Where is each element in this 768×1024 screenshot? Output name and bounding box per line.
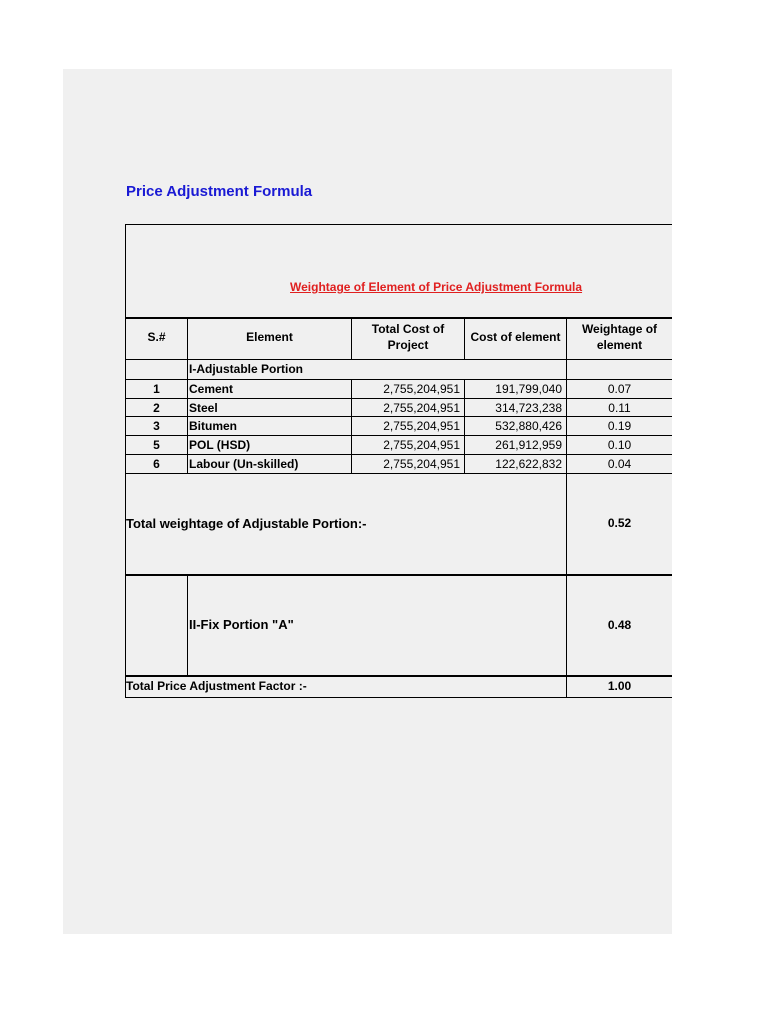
- row-total: 2,755,204,951: [383, 401, 460, 415]
- header-total-cost: Project: [387, 338, 429, 352]
- header-cost-element: Cost of element: [470, 330, 561, 344]
- table-rule: [125, 435, 672, 436]
- table-rule: [125, 398, 672, 399]
- table-subtitle: Weightage of Element of Price Adjustment Formula: [290, 280, 583, 294]
- table-rule: [125, 379, 672, 380]
- section-adjustable-portion: I-Adjustable Portion: [189, 362, 303, 376]
- table-rule: [125, 454, 672, 455]
- row-cost: 122,622,832: [495, 457, 562, 471]
- row-element: POL (HSD): [189, 438, 251, 452]
- table-rule: [125, 317, 672, 319]
- total-factor-value: 1.00: [607, 679, 632, 693]
- fix-portion-label: II-Fix Portion "A": [189, 617, 294, 632]
- row-total: 2,755,204,951: [383, 457, 460, 471]
- total-adjustable-label: Total weightage of Adjustable Portion:-: [126, 516, 367, 531]
- header-weightage: element: [596, 338, 643, 352]
- table-rule: [187, 574, 188, 676]
- table-rule: [125, 416, 672, 417]
- row-weight: 0.07: [607, 382, 632, 396]
- row-cost: 261,912,959: [495, 438, 562, 452]
- header-weightage: Weightage of: [581, 322, 658, 336]
- row-total: 2,755,204,951: [383, 438, 460, 452]
- row-weight: 0.19: [607, 419, 632, 433]
- row-cost: 314,723,238: [495, 401, 562, 415]
- row-weight: 0.11: [608, 401, 631, 415]
- header-sn: S.#: [147, 330, 166, 344]
- total-factor-label: Total Price Adjustment Factor :-: [126, 679, 307, 693]
- row-element: Cement: [189, 382, 234, 396]
- table-rule: [125, 359, 672, 360]
- header-total-cost: Total Cost of: [371, 322, 445, 336]
- row-sn: 3: [153, 419, 160, 433]
- row-cost: 191,799,040: [495, 382, 562, 396]
- row-element: Labour (Un-skilled): [189, 457, 299, 471]
- fix-portion-value: 0.48: [607, 618, 632, 632]
- row-sn: 1: [153, 382, 160, 396]
- table-rule: [566, 317, 567, 698]
- table-rule: [125, 473, 672, 474]
- total-adjustable-value: 0.52: [607, 516, 632, 530]
- row-total: 2,755,204,951: [383, 419, 460, 433]
- row-sn: 5: [153, 438, 160, 452]
- row-element: Bitumen: [189, 419, 237, 433]
- row-weight: 0.10: [607, 438, 632, 452]
- row-sn: 2: [153, 401, 160, 415]
- document-title: Price Adjustment Formula: [126, 183, 313, 200]
- header-element: Element: [246, 330, 293, 344]
- table-rule: [125, 675, 672, 677]
- row-sn: 6: [153, 457, 160, 471]
- row-cost: 532,880,426: [495, 419, 562, 433]
- row-weight: 0.04: [607, 457, 632, 471]
- table-rule: [125, 574, 672, 576]
- row-element: Steel: [189, 401, 218, 415]
- row-total: 2,755,204,951: [383, 382, 460, 396]
